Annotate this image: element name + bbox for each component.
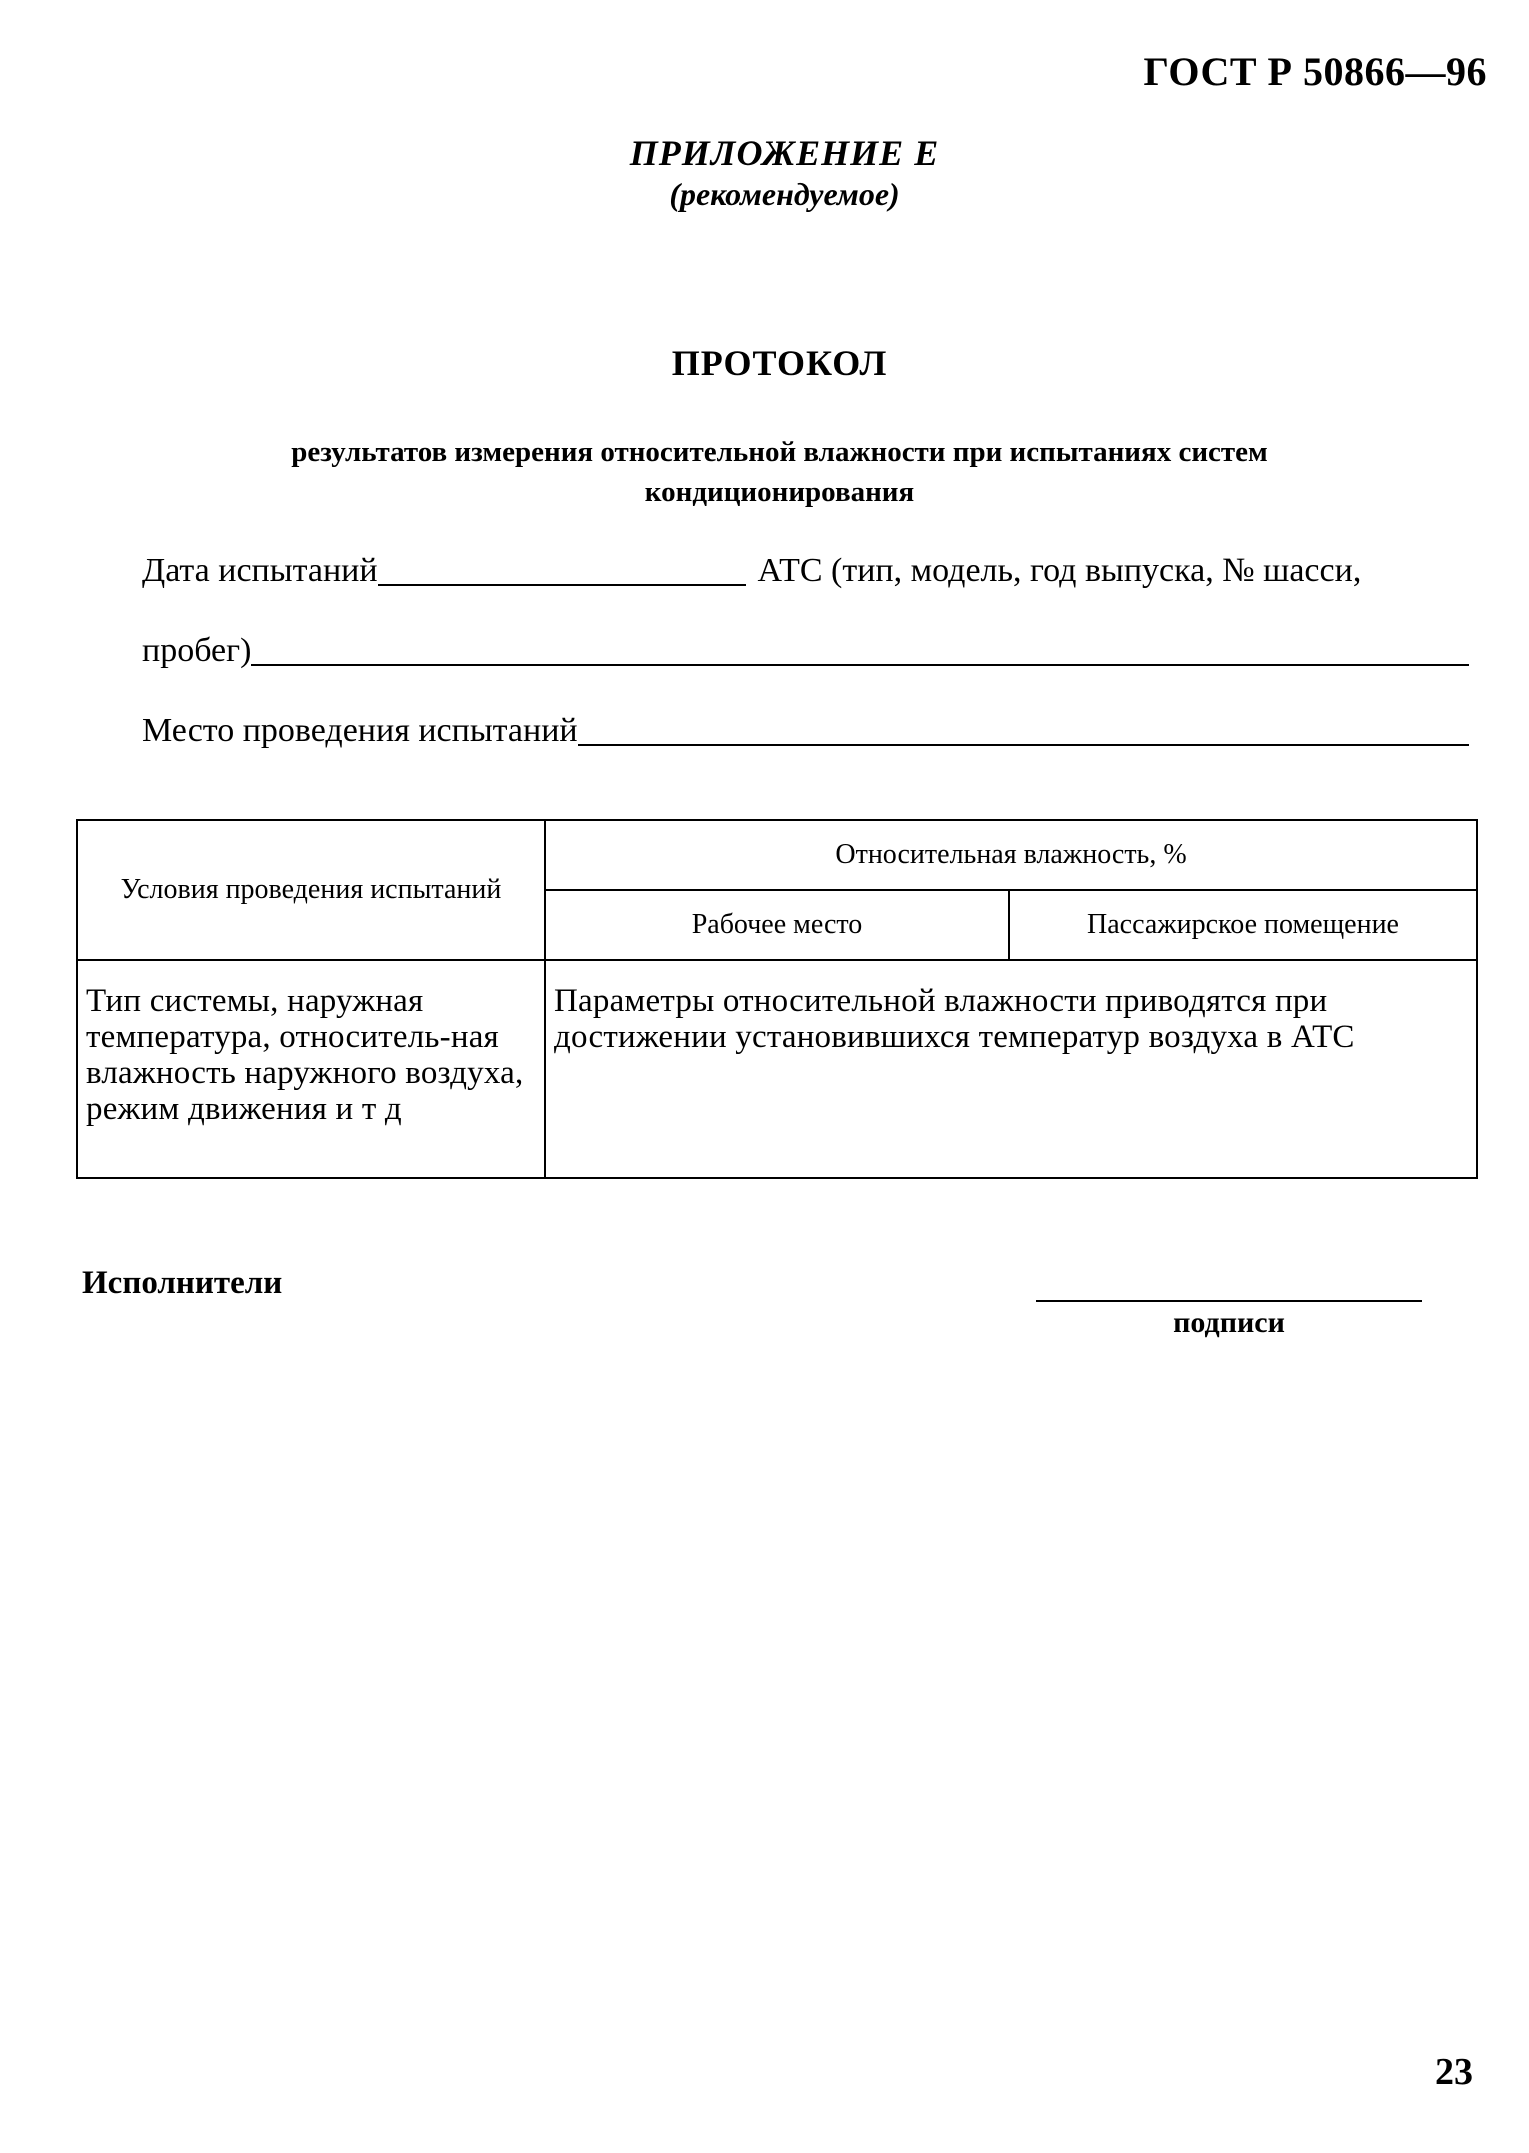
conditions-column-header: Условия проведения испытаний xyxy=(77,820,545,960)
mileage-label: пробег) xyxy=(142,632,252,669)
test-place-label: Место проведения испытаний xyxy=(142,712,578,749)
test-date-row xyxy=(142,552,1469,590)
appendix-title: ПРИЛОЖЕНИЕ Е xyxy=(629,133,940,173)
passenger-compartment-column-header: Пассажирское помещение xyxy=(1009,890,1477,960)
humidity-results-table xyxy=(76,819,1478,1179)
protocol-subtitle-line-1: результатов измерения относительной влажности при испытаниях систем xyxy=(291,436,1268,468)
relative-humidity-group-header: Относительная влажность, % xyxy=(545,820,1477,890)
test-place-row xyxy=(142,712,1469,750)
signature-blank[interactable] xyxy=(1036,1300,1422,1302)
vehicle-details-blank[interactable] xyxy=(251,634,1469,666)
test-place-blank[interactable] xyxy=(578,714,1469,746)
protocol-subtitle-line-2: кондиционирования xyxy=(644,476,915,508)
protocol-title: ПРОТОКОЛ xyxy=(671,343,888,383)
conditions-cell: Тип системы, наружная температура, относитель-ная влажность наружного воздуха, режим движения и т д xyxy=(77,960,545,1178)
document-code: ГОСТ Р 50866—96 xyxy=(1143,49,1487,94)
page-number: 23 xyxy=(1435,2051,1473,2093)
humidity-note-cell: Параметры относительной влажности приводятся при достижении установившихся температур воздуха в АТС xyxy=(545,960,1477,1178)
test-date-blank[interactable] xyxy=(378,554,746,586)
workplace-column-header: Рабочее место xyxy=(545,890,1009,960)
performers-label: Исполнители xyxy=(82,1265,283,1301)
test-date-label: Дата испытаний xyxy=(142,552,378,589)
signatures-caption: подписи xyxy=(1173,1306,1285,1339)
appendix-subtitle: (рекомендуемое) xyxy=(669,176,900,212)
protocol-subtitle xyxy=(160,432,1369,512)
vehicle-label: АТС (тип, модель, год выпуска, № шасси, xyxy=(757,552,1362,589)
mileage-row xyxy=(142,632,1469,670)
